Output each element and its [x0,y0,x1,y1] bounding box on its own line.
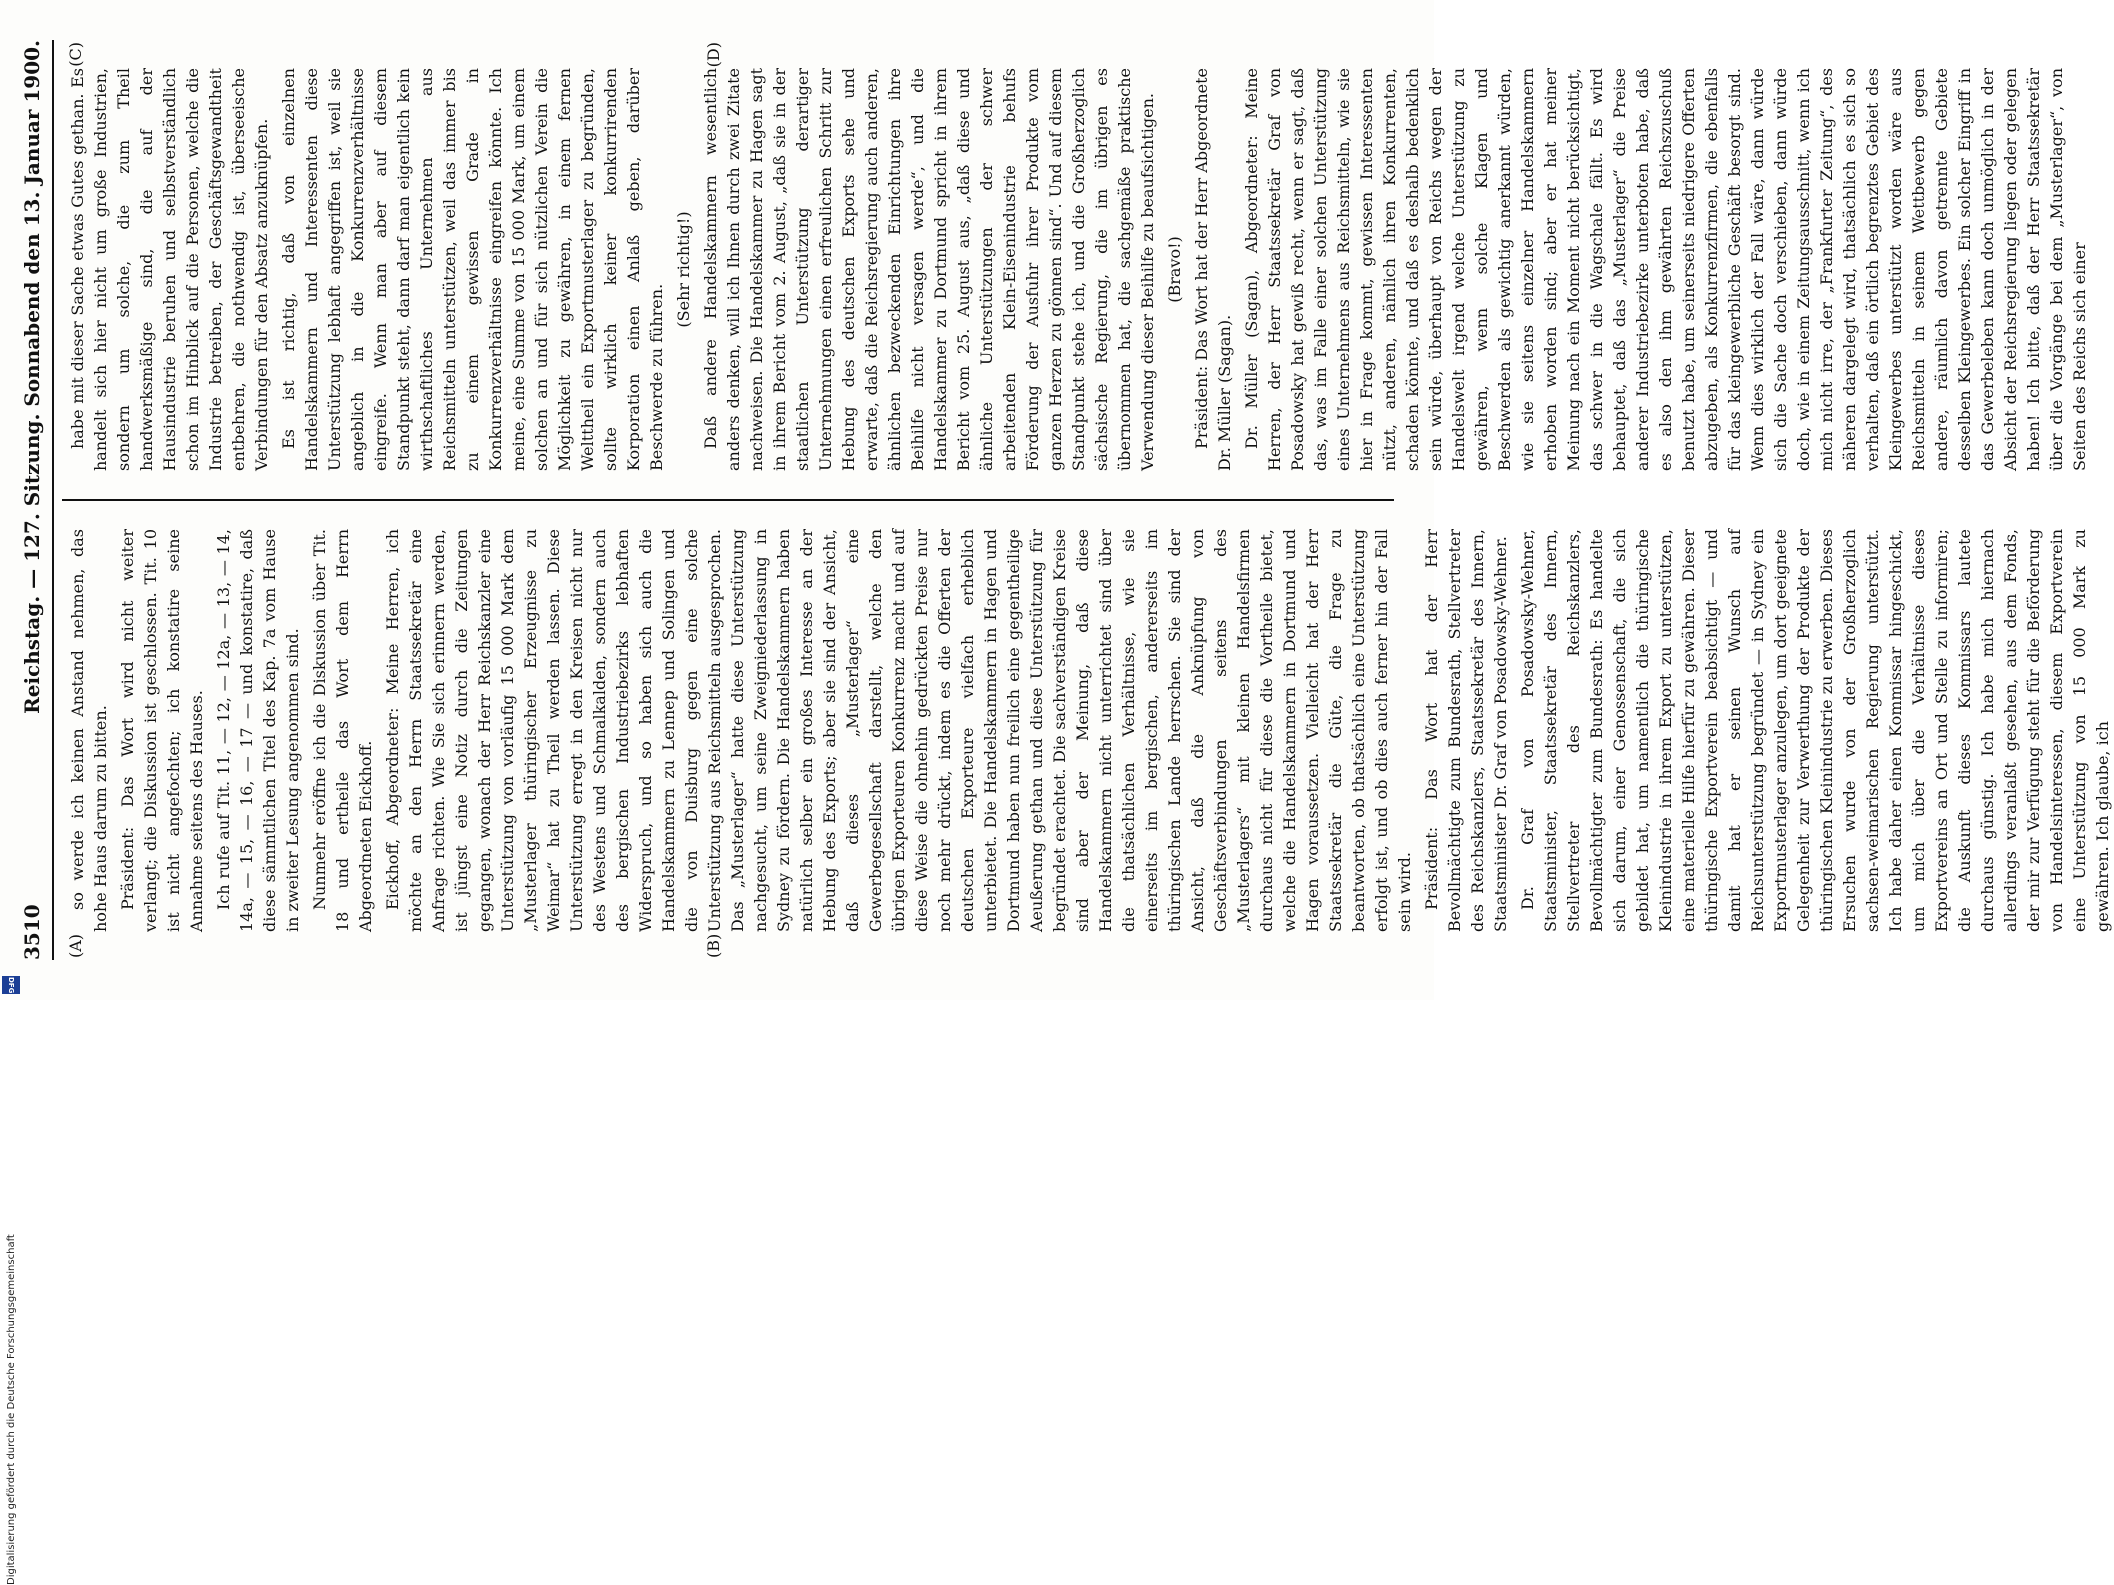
left-column [62,501,2112,960]
paragraph: Dr. Graf von Posadowsky-Wehner, Staatsminister, Staatssekretär des Innern, Stellvertreter des Reichskanzlers, Bevollmächtigter zum Bundesrath: Es handelte sich darum, einer Genossenschaft, die sich gebildet hat, um namentlich die thüringische Kleinindustrie in ihrem Export zu unterstützen, eine materielle Hilfe hierfür zu gewähren. Dieser thüringische Exportverein beabsichtigt — und damit hat er seinen Wunsch auf Reichsunterstützung begründet — in Sydney ein Exportmusterlager anzulegen, um dort geeignete Gelegenheit zur Verwerthung der Produkte der thüringischen Kleinindustrie zu erwerben. Dieses Ersuchen wurde von der Großherzoglich sachsen-weimarischen Regierung unterstützt. Ich habe daher einen Kommissar hingeschickt, um mich über die Verhältnisse dieses Exportvereins an Ort und Stelle zu informiren; die Auskunft dieses Kommissars lautete durchaus günstig. Ich habe mich hiernach allerdings veranlaßt gesehen, aus dem Fonds, der mir zur Verfügung steht für die Beförderung von Handelsinteressen, diesem Exportverein eine Unterstützung von 15 000 Mark zu gewähren. Ich glaube, ich [1518,529,2112,932]
paragraph: Präsident: Das Wort wird nicht weiter verlangt; die Diskussion ist geschlossen. Tit. 10 ist nicht angefochten; ich konstatire seine Annahme seitens des Hauses. [118,529,206,932]
margin-mark-c: (C) [66,42,85,67]
paragraph: habe mit dieser Sache etwas Gutes gethan. Es handelt sich hier nicht um große Industrien, sondern um solche, die zum Theil handwerksmäßige sind, die auf der Hausindustrie beruhen und selbstverständlich schon im Hinblick auf die Personen, welche die Industrie betreiben, der Geschäftsgewandtheit entbehren, die nothwendig ist, überseeische Verbindungen für den Absatz anzuknüpfen. [68,68,271,471]
paragraph: Dr. Müller (Sagan), Abgeordneter: Meine Herren, der Herr Staatssekretär Graf von Posadowsky hat gewiß recht, wenn er sagt, daß das, was im Falle einer solchen Unterstützung eines Unternehmens aus Reichsmitteln, wie sie hier in Frage kommt, gewissen Interessenten nützt, anderen, nämlich ihren Konkurrenten, schaden könnte, und daß es deshalb bedenklich sein würde, überhaupt von Reichs wegen der Handelswelt irgend welche Unterstützung zu gewähren, wenn solche Klagen und Beschwerden als gewichtig anerkannt würden, wie sie seitens einzelner Handelskammern erhoben worden sind; aber er hat meiner Meinung nach ein Moment nicht berücksichtigt, das schwer in die Wagschale fällt. Es wird behauptet, daß das „Musterlager“ die Preise anderer Industriebezirke unterboten habe, daß es also den ihm gewährten Reichszuschuß benutzt habe, um seinerseits niedrigere Offerten abzugeben, als Konkurrenzfirmen, die ebenfalls für das kleingewerbliche Geschäft besorgt sind. Wenn dies wirklich der Fall wäre, dann würde sich die Sache doch verschieben, dann würde doch, wie in einem Zeitungsausschnitt, wenn ich mich nicht irre, der „Frankfurter Zeitung“, des näheren dargelegt wird, thatsächlich es sich so verhalten, daß ein örtlich begrenztes Gebiet des Kleingewerbes unterstützt worden wäre aus Reichsmitteln in seinem Wettbewerb gegen andere, räumlich davon getrennte Gebiete desselben Kleingewerbes. Ein solcher Eingriff in das Gewerbeleben kann doch unmöglich in der Absicht der Reichsregierung liegen oder gelegen haben! Ich bitte, daß der Herr Staatssekretär über die Vorgänge bei dem „Musterlager“, von Seiten des Reichs sich einer [1242,68,2089,471]
paragraph: Eickhoff, Abgeordneter: Meine Herren, ich möchte an den Herrn Staatssekretär eine Anfrage richten. Wie Sie sich erinnern werden, ist jüngst eine Notiz durch die Zeitungen gegangen, wonach der Herr Reichskanzler eine Unterstützung von vorläufig 15 000 Mark dem „Musterlager thüringischer Erzeugnisse zu Weimar“ hat zu Theil werden lassen. Diese Unterstützung erregt in den Kreisen nicht nur des Westens und Schmalkalden, sondern auch des bergischen Industriebezirks lebhaften Widerspruch, und so haben sich auch die Handelskammern zu Lennep und Solingen und die von Duisburg gegen eine solche Unterstützung aus Reichsmitteln ausgesprochen. Das „Musterlager“ hatte diese Unterstützung nachgesucht, um seine Zweigniederlassung in Sydney zu fördern. Die Handelskammern haben natürlich selber ein großes Interesse an der Hebung des Exports; aber sie sind der Ansicht, daß dieses „Musterlager“ eine Gewerbegesellschaft darstellt, welche den übrigen Exporteuren Konkurrenz macht und auf diese Weise die ohnehin gedrückten Preise nur noch mehr drückt, indem es die Offerten der deutschen Exporteure vielfach erheblich unterbietet. Die Handelskammern in Hagen und Dortmund haben nun freilich eine gegentheilige Aeußerung gethan und diese Unterstützung für begründet erachtet. Die sachverständigen Kreise sind aber der Meinung, daß diese Handelskammern nicht unterrichtet sind über die thatsächlichen Verhältnisse, wie sie einerseits im bergischen, andererseits im thüringischen Lande herrschen. Sie sind der Ansicht, daß die Anknüpfung von Geschäftsverbindungen seitens des „Musterlagers“ mit kleinen Handelsfirmen durchaus nicht für diese die Vortheile bietet, welche die Handelskammern in Dortmund und Hagen voraussetzen. Vielleicht hat der Herr Staatssekretär die Güte, die Frage zu beantworten, ob thatsächlich eine Unterstützung erfolgt ist, und ob dies auch ferner hin der Fall sein wird. [383,529,1414,932]
page-header [20,40,50,960]
right-column [62,40,2089,501]
paragraph: Präsident: Das Wort hat der Herr Bevollmächtigte zum Bundesrath, Stellvertreter des Reichskanzlers, Staatssekretär des Innern, Staatsminister Dr. Graf von Posadowsky-Wehner. [1422,529,1510,932]
margin-mark-b: (B) [704,933,723,958]
paragraph: so werde ich keinen Anstand nehmen, das hohe Haus darum zu bitten. [68,529,110,932]
interjection: (Sehr richtig!) [674,211,693,328]
page-number: 3510 [20,904,44,960]
paragraph: Daß andere Handelskammern wesentlich anders denken, will ich Ihnen durch zwei Zitate nachweisen. Die Handelskammer zu Hagen sagt in ihrem Bericht vom 2. August, „daß sie in der staatlichen Unterstützung derartiger Unternehmungen einen erfreulichen Schritt zur Hebung des deutschen Exports sehe und erwarte, daß die Reichsregierung auch anderen, ähnlichen bezweckenden Einrichtungen ihre Beihilfe nicht versagen werde“, und die Handelskammer zu Dortmund spricht in ihrem Bericht vom 25. August aus, „daß diese und ähnliche Unterstützungen der schwer arbeitenden Klein-Eisenindustrie behufs Förderung der Ausfuhr ihrer Produkte vom ganzen Herzen zu gönnen sind“. Und auf diesem Standpunkt stehe ich, und die Großherzoglich sächsische Regierung, die im übrigen es übernommen hat, die sachgemäße praktische Verwendung dieser Beihilfe zu beaufsichtigen. [701,68,1157,471]
dfg-logo: DFG [2,976,20,994]
text-columns [62,40,2112,960]
header-rule [52,40,54,960]
credit-text: Digitalisierung gefördert durch die Deutsche Forschungsgemeinschaft [6,1234,17,1585]
margin-mark-a: (A) [66,933,85,958]
paragraph: Nunmehr eröffne ich die Diskussion über Tit. 18 und ertheile das Wort dem Herrn Abgeordneten Eickhoff. [310,529,375,932]
paragraph: Es ist richtig, daß von einzelnen Handelskammern und Interessenten diese Unterstützung lebhaft angegriffen ist, weil sie angeblich in die Konkurrenzverhältnisse eingreife. Wenn man aber auf diesem Standpunkt steht, dann darf man eigentlich kein wirthschaftliches Unternehmen aus Reichsmitteln unterstützen, weil das immer bis zu einem gewissen Grade in Konkurrenzverhältnisse eingreifen könnte. Ich meine, eine Summe von 15 000 Mark, um einem solchen an und für sich nützlichen Verein die Möglichkeit zu gewähren, in einem fernen Welttheil ein Exportmusterlager zu begründen, sollte wirklich keiner konkurrirenden Korporation einen Anlaß geben, darüber Beschwerde zu führen. [279,68,666,471]
page-title: Reichstag. — 127. Sitzung. Sonnabend den 13. Januar 1900. [20,40,44,714]
paragraph: Präsident: Das Wort hat der Herr Abgeordnete Dr. Müller (Sagan). [1192,68,1234,471]
paragraph: Ich rufe auf Tit. 11, — 12, — 12a, — 13, — 14, 14a, — 15, — 16, — 17 — und konstatire, daß diese sämmtlichen Titel des Kap. 7a vom Hause in zweiter Lesung angenommen sind. [214,529,302,932]
interjection: (Bravo!) [1165,236,1184,303]
margin-mark-d: (D) [704,42,723,68]
side-credit [6,6,20,1585]
